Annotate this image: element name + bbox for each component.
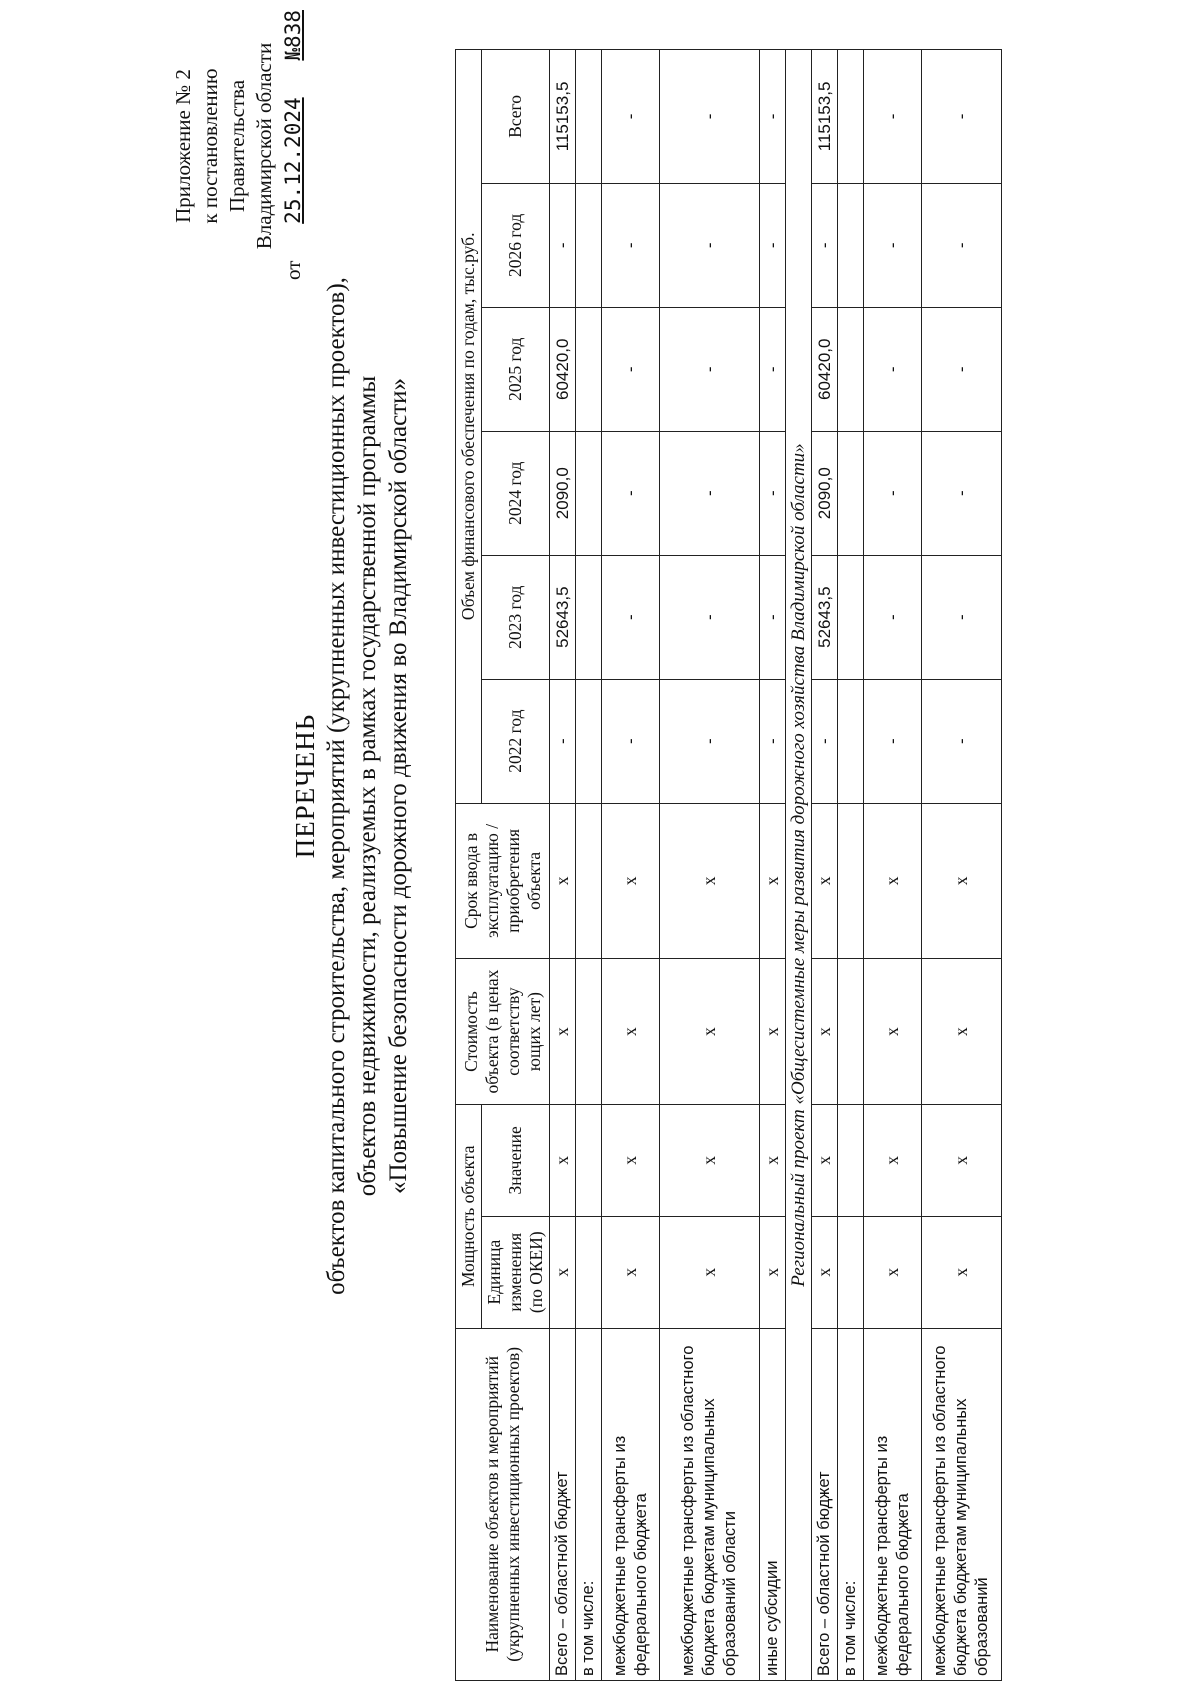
row-name: межбюджетные трансферты из областного бюджета бюджетам муниципальных образований области (660, 1328, 760, 1680)
row-unit: х (760, 1216, 786, 1328)
row-unit: х (922, 1216, 1002, 1328)
row-2022: - (922, 679, 1002, 803)
section-row (786, 50, 812, 1681)
row-2025: 60420,0 (550, 307, 576, 431)
row-cost: х (550, 959, 576, 1105)
decree-number: №838 (281, 10, 305, 61)
row-name: межбюджетные трансферты из областного бюджета бюджетам муниципальных образований (922, 1328, 1002, 1680)
row-2026: - (602, 183, 660, 307)
row-value: х (812, 1104, 838, 1216)
table-row (812, 50, 838, 1681)
row-term: х (864, 803, 922, 959)
col-cost-header: Стоимость объекта (в ценах соответству ющих лет) (456, 959, 550, 1105)
row-name: межбюджетные трансферты из федерального бюджета (864, 1328, 922, 1680)
title-line-2: объектов недвижимости, реализуемых в рамках государственной программы (354, 375, 381, 1197)
row-total: - (760, 50, 786, 184)
row-2025: - (660, 307, 760, 431)
row-total: - (660, 50, 760, 184)
row-2022: - (660, 679, 760, 803)
row-2025: - (922, 307, 1002, 431)
row-2023: - (922, 555, 1002, 679)
row-value: х (602, 1104, 660, 1216)
col-unit-header: Единица изменения (по ОКЕИ) (482, 1216, 550, 1328)
table-row (922, 50, 1002, 1681)
row-2022: - (550, 679, 576, 803)
row-term: х (922, 803, 1002, 959)
col-value-header: Значение (482, 1104, 550, 1216)
col-2023-header: 2023 год (482, 555, 550, 679)
objects-table (455, 49, 1002, 1681)
row-2024: - (602, 431, 660, 555)
table-row (660, 50, 760, 1681)
row-total: - (864, 50, 922, 184)
row-2022: - (602, 679, 660, 803)
row-cost: х (922, 959, 1002, 1105)
decree-date: 25.12.2024 (281, 97, 305, 224)
row-value: х (660, 1104, 760, 1216)
row-2023: - (602, 555, 660, 679)
table-row (838, 50, 864, 1681)
col-total-header: Всего (482, 50, 550, 184)
col-term-header: Срок ввода в эксплуатацию / приобретения объекта (456, 803, 550, 959)
row-cost: х (660, 959, 760, 1105)
row-total: 115153,5 (812, 50, 838, 184)
row-unit: х (550, 1216, 576, 1328)
row-cost: х (864, 959, 922, 1105)
row-2025: - (602, 307, 660, 431)
col-funding-header: Объем финансового обеспечения по годам, тыс.руб. (456, 50, 482, 804)
row-value: х (550, 1104, 576, 1216)
appendix-region: Владимирской области (252, 42, 276, 250)
row-name: иные субсидии (760, 1328, 786, 1680)
col-capacity-header: Мощность объекта (456, 1104, 482, 1328)
row-2022: - (760, 679, 786, 803)
row-cost: х (602, 959, 660, 1105)
row-name: Всего – областной бюджет (812, 1328, 838, 1680)
row-2026: - (812, 183, 838, 307)
col-2025-header: 2025 год (482, 307, 550, 431)
row-unit: х (602, 1216, 660, 1328)
row-total: - (922, 50, 1002, 184)
row-2025: 60420,0 (812, 307, 838, 431)
section-title: Региональный проект «Общесистемные меры развития дорожного хозяйства Владимирской области» (786, 50, 812, 1681)
row-2025: - (760, 307, 786, 431)
row-unit: х (660, 1216, 760, 1328)
title-line-3: «Повышение безопасности дорожного движения во Владимирской области» (385, 377, 412, 1195)
header-row-1 (456, 50, 482, 1681)
row-term: х (602, 803, 660, 959)
title-line-1: объектов капитального строительства, мероприятий (укрупненных инвестиционных проектов), (323, 277, 350, 1295)
col-2026-header: 2026 год (482, 183, 550, 307)
table-row (576, 50, 602, 1681)
row-2023: 52643,5 (550, 555, 576, 679)
row-2024: 2090,0 (812, 431, 838, 555)
row-name: межбюджетные трансферты из федерального бюджета (602, 1328, 660, 1680)
table-row (864, 50, 922, 1681)
table-row (550, 50, 576, 1681)
row-term: х (812, 803, 838, 959)
row-name: Всего – областной бюджет (550, 1328, 576, 1680)
row-2024: - (760, 431, 786, 555)
row-value: х (760, 1104, 786, 1216)
row-name: в том числе: (838, 1328, 864, 1680)
row-2023: 52643,5 (812, 555, 838, 679)
row-2026: - (922, 183, 1002, 307)
col-2024-header: 2024 год (482, 431, 550, 555)
row-2023: - (864, 555, 922, 679)
row-total: - (602, 50, 660, 184)
row-cost: х (812, 959, 838, 1105)
row-name: в том числе: (576, 1328, 602, 1680)
row-unit: х (864, 1216, 922, 1328)
row-total: 115153,5 (550, 50, 576, 184)
row-2025: - (864, 307, 922, 431)
row-cost: х (760, 959, 786, 1105)
row-2026: - (660, 183, 760, 307)
col-name-header: Наименование объектов и мероприятий (укрупненных инвестиционных проектов) (456, 1328, 550, 1680)
title-heading: ПЕРЕЧЕНЬ (290, 713, 320, 859)
row-2026: - (864, 183, 922, 307)
table-row (602, 50, 660, 1681)
row-term: х (760, 803, 786, 959)
appendix-header (170, 6, 307, 286)
row-value: х (922, 1104, 1002, 1216)
date-prefix: от (281, 260, 305, 280)
row-2022: - (812, 679, 838, 803)
row-term: х (550, 803, 576, 959)
row-2023: - (760, 555, 786, 679)
row-term: х (660, 803, 760, 959)
row-2022: - (864, 679, 922, 803)
row-2024: - (864, 431, 922, 555)
row-2024: 2090,0 (550, 431, 576, 555)
row-value: х (864, 1104, 922, 1216)
row-unit: х (812, 1216, 838, 1328)
appendix-decree: к постановлению Правительства (198, 68, 249, 224)
row-2024: - (660, 431, 760, 555)
table-row (760, 50, 786, 1681)
appendix-number: Приложение № 2 (171, 69, 195, 223)
row-2023: - (660, 555, 760, 679)
row-2026: - (550, 183, 576, 307)
col-2022-header: 2022 год (482, 679, 550, 803)
row-2026: - (760, 183, 786, 307)
row-2024: - (922, 431, 1002, 555)
document-title (290, 86, 414, 1486)
